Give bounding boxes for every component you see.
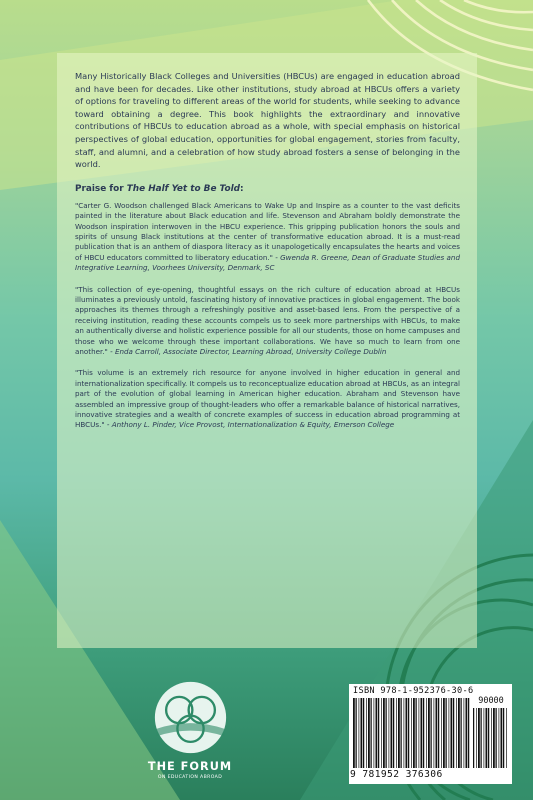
barcode-bar (506, 708, 507, 768)
barcode-bar (419, 698, 420, 768)
barcode-bar (458, 698, 460, 768)
quote-attribution: - Anthony L. Pinder, Vice Provost, Internationalization & Equity, Emerson College (104, 420, 395, 430)
addon-barcode-bars (473, 708, 509, 768)
barcode-bar (378, 698, 379, 768)
quote-text: "This collection of eye-opening, thoughtful essays on the rich culture of education abroad at HBCUs illuminates a previously untold, fascinating history of innovative practices in global engagement. The book approaches its themes through a refreshingly positive and asset-based lens. From the perspective of a receiving institution, reading these accounts compels us to seek more partnerships with HBCUs, to make an authentically diverse and holistic experience possible for all our students, those on home campuses and those who we welcome through these important collaborations. We have so much to learn from one another." (75, 284, 460, 357)
barcode-bar (493, 708, 495, 768)
barcode-bar (484, 708, 485, 768)
barcode-bar (393, 698, 394, 768)
barcode-bar (368, 698, 370, 768)
barcode-bar (446, 698, 447, 768)
barcode-bar (374, 698, 375, 768)
barcode-bar (503, 708, 504, 768)
barcode-bar (431, 698, 432, 768)
barcode-bar (366, 698, 367, 768)
praise-quote-greene (75, 201, 460, 274)
forum-logo-subtitle: ON EDUCATION ABROAD (157, 775, 223, 780)
barcode-bar (491, 708, 492, 768)
barcode-bar (499, 708, 500, 768)
barcode-bar (421, 698, 423, 768)
barcode-bar (391, 698, 393, 768)
barcode-bar (453, 698, 454, 768)
praise-quote-carroll (75, 285, 460, 358)
ean-digits: 9 781952 376306 (350, 769, 443, 780)
barcode-bar (436, 698, 438, 768)
barcode-bar (416, 698, 417, 768)
barcode-bar (413, 698, 415, 768)
barcode-bar (428, 698, 430, 768)
praise-heading-suffix: : (239, 183, 244, 194)
barcode-bar (468, 698, 469, 768)
barcode-bar (401, 698, 402, 768)
barcode-bar (451, 698, 453, 768)
barcode-bar (476, 708, 477, 768)
barcode-bar (353, 698, 355, 768)
quote-text: "This volume is an extremely rich resource for anyone involved in higher education in general and internationalization specifically. It compels us to reconceptualize education abroad at HBCUs, as an integral part of the evolution of global learning in American higher education. Abraham and Stevenson have assembled an impressive group of thought-leaders who offer a remarkable balance of historical narratives, innovative strategies and a wealth of concrete examples of success in education abroad programming at HBCUs." (75, 368, 460, 430)
isbn-barcode (349, 684, 512, 784)
barcode-bar (496, 708, 497, 768)
barcode-bar (486, 708, 488, 768)
praise-quote-pinder (75, 368, 460, 430)
barcode-bar (389, 698, 390, 768)
barcode-bar (456, 698, 457, 768)
isbn-label: ISBN 978-1-952376-30-6 (353, 686, 474, 696)
barcode-bar (481, 708, 482, 768)
forum-logo-icon (152, 680, 229, 755)
barcode-bar (449, 698, 450, 768)
barcode-bar (406, 698, 408, 768)
barcode-bar (404, 698, 405, 768)
quote-attribution: - Enda Carroll, Associate Director, Learning Abroad, University College Dublin (107, 347, 387, 357)
barcode-bar (438, 698, 439, 768)
barcode-bar (383, 698, 385, 768)
praise-heading (75, 184, 460, 194)
barcode-bar (363, 698, 364, 768)
quote-text: "Carter G. Woodson challenged Black Americans to Wake Up and Inspire as a counter to the vast deficits painted in the literature about Black education and life. Stevenson and Abraham boldly demonstrate the Woodson inspiration interwoven in the HBCU experience. This gripping publication honors the souls and spirits of unsung Black institutions at the center of transformative education abroad. It is a must-read publication that is an anthem of diaspora literacy as it unapologetically encapsulates the hearts and voices of HBCU educators committed to liberatory education." (75, 200, 460, 262)
barcode-bar (466, 698, 468, 768)
barcode-bar (488, 708, 489, 768)
barcode-bar (464, 698, 465, 768)
quote-attribution: - Gwenda R. Greene, Dean of Graduate Studies and Integrative Learning, Voorhees University, Denmark, SC (75, 252, 460, 273)
barcode-bar (376, 698, 378, 768)
barcode-addon-number: 90000 (478, 696, 504, 706)
praise-heading-prefix: Praise for (75, 183, 127, 194)
barcode-bar (381, 698, 382, 768)
back-cover-text (75, 70, 460, 442)
barcode-bar (426, 698, 427, 768)
barcode-bar (423, 698, 424, 768)
barcode-bar (361, 698, 363, 768)
forum-logo-title: THE FORUM (147, 760, 233, 773)
barcode-bar (434, 698, 435, 768)
ean-barcode-bars (353, 698, 471, 768)
barcode-bar (396, 698, 397, 768)
praise-book-title: The Half Yet to Be Told (126, 183, 240, 194)
book-description: Many Historically Black Colleges and Universities (HBCUs) are engaged in education abroad and have been for decades. Like other institutions, study abroad at HBCUs offers a variety of options for traveling to different areas of the world for students, while seeking to advance toward obtaining a degree. This book highlights the extraordinary and innovative contributions of HBCUs to education abroad as a whole, with special emphasis on historical perspectives of global education, opportunities for global engagement, stories from faculty, staff, and alumni, and a celebration of how study abroad fosters a sense of belonging in the world. (75, 71, 460, 170)
barcode-bar (411, 698, 412, 768)
barcode-bar (441, 698, 442, 768)
barcode-bar (356, 698, 357, 768)
barcode-bar (461, 698, 462, 768)
barcode-bar (371, 698, 372, 768)
barcode-bar (408, 698, 409, 768)
barcode-bar (501, 708, 503, 768)
barcode-bar (473, 708, 474, 768)
barcode-bar (398, 698, 400, 768)
barcode-bar (359, 698, 360, 768)
barcode-bar (443, 698, 445, 768)
barcode-bar (478, 708, 480, 768)
barcode-bar (386, 698, 387, 768)
